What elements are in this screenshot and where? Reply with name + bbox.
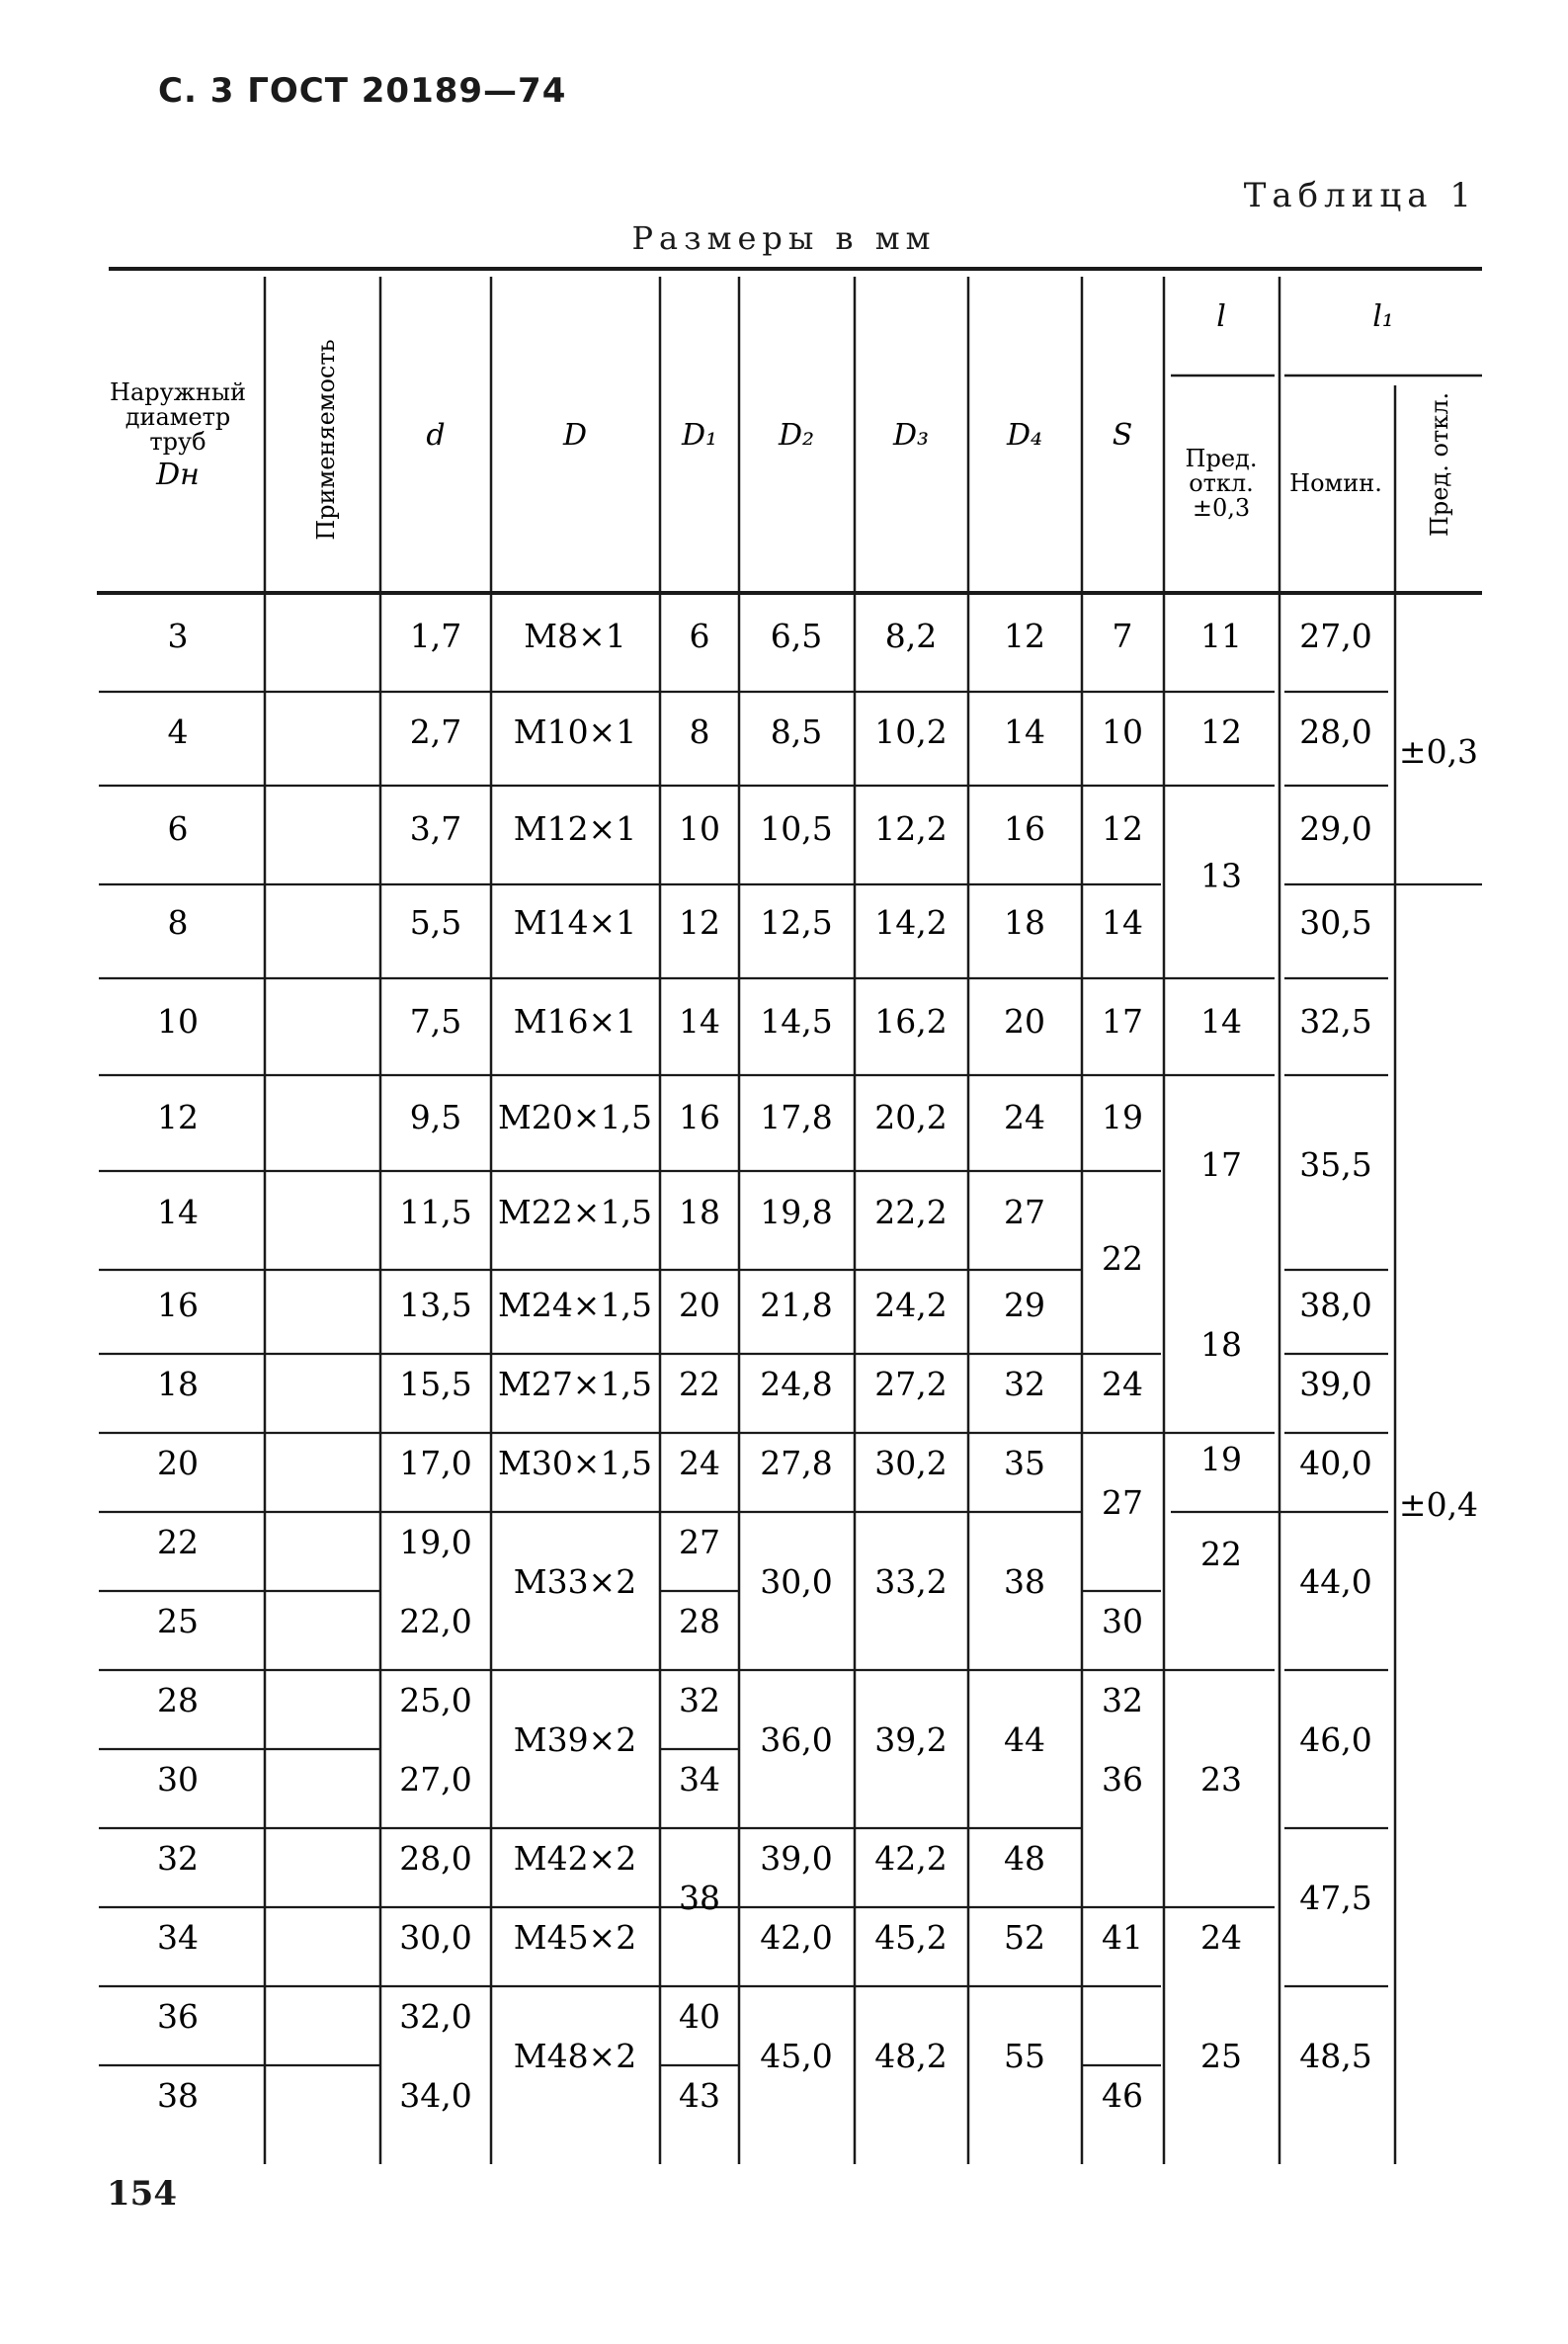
merged-cell-l1-32-34: 47,5: [1299, 1879, 1372, 1917]
merged-cell-D-36-38: M48×2: [513, 2037, 637, 2075]
cell-D2: 19,8: [760, 1193, 833, 1231]
cell-S: 46: [1102, 2076, 1143, 2115]
merged-cell-l1-6: 29,0: [1299, 809, 1372, 848]
cell-S: 10: [1102, 712, 1143, 751]
merged-cell-l1-3: 27,0: [1299, 617, 1372, 655]
merged-cell-D2-28-30: 36,0: [760, 1720, 833, 1759]
cell-D4: 16: [1004, 809, 1045, 848]
cell-d: 2,7: [409, 712, 462, 751]
cell-d: 22,0: [399, 1602, 472, 1640]
merged-cell-S-20-22: 27: [1102, 1483, 1143, 1522]
cell-dn: 28: [157, 1681, 199, 1719]
cell-D4: 14: [1004, 712, 1045, 751]
cell-D1: 34: [679, 1760, 720, 1799]
cell-D1: 40: [679, 1997, 720, 2036]
cell-dn: 36: [157, 1997, 199, 2036]
merged-cell-l-22-25: 22: [1200, 1535, 1242, 1573]
cell-D1: 8: [689, 712, 710, 751]
merged-cell-l-28-32: 23: [1200, 1760, 1242, 1799]
cell-D: M22×1,5: [498, 1193, 652, 1231]
cell-S: 12: [1102, 809, 1143, 848]
cell-D4: 32: [1004, 1365, 1045, 1403]
cell-D: M42×2: [513, 1839, 637, 1878]
cell-D3: 45,2: [874, 1918, 948, 1957]
cell-D2: 6,5: [770, 617, 823, 655]
cell-D4: 12: [1004, 617, 1045, 655]
merged-cell-tol-b: ±0,4: [1398, 1485, 1479, 1524]
cell-D: M16×1: [513, 1002, 637, 1041]
cell-D3: 30,2: [874, 1444, 948, 1482]
cell-D: M24×1,5: [498, 1286, 652, 1324]
merged-cell-l1-28-30: 46,0: [1299, 1720, 1372, 1759]
merged-cell-D2-22-25: 30,0: [760, 1562, 833, 1601]
cell-dn: 6: [167, 809, 189, 848]
merged-cell-l1-12-14: 35,5: [1299, 1145, 1372, 1184]
cell-D: M30×1,5: [498, 1444, 652, 1482]
cell-D3: 12,2: [874, 809, 948, 848]
cell-D2: 14,5: [760, 1002, 833, 1041]
cell-D4: 48: [1004, 1839, 1045, 1878]
merged-cell-S-14-16: 22: [1102, 1239, 1143, 1278]
col-header-S: S: [1112, 418, 1133, 453]
cell-D3: 16,2: [874, 1002, 948, 1041]
cell-S: 24: [1102, 1365, 1143, 1403]
merged-cell-D4-28-30: 44: [1004, 1720, 1045, 1759]
cell-D1: 27: [679, 1523, 720, 1561]
cell-d: 17,0: [399, 1444, 472, 1482]
cell-D4: 24: [1004, 1098, 1045, 1136]
cell-D1: 24: [679, 1444, 720, 1482]
col-header-D4: D₄: [1006, 418, 1043, 453]
col-header-l: l: [1216, 299, 1226, 334]
cell-D1: 16: [679, 1098, 720, 1136]
merged-cell-l-20: 19: [1200, 1440, 1242, 1478]
cell-D4: 29: [1004, 1286, 1045, 1324]
cell-D1: 6: [689, 617, 710, 655]
cell-D1: 12: [679, 903, 720, 942]
col-header-d: d: [426, 418, 446, 453]
cell-dn: 22: [157, 1523, 199, 1561]
cell-dn: 18: [157, 1365, 199, 1403]
cell-d: 7,5: [409, 1002, 462, 1041]
merged-cell-D4-36-38: 55: [1004, 2037, 1045, 2075]
cell-d: 27,0: [399, 1760, 472, 1799]
col-header-applicability: Применяемость: [312, 339, 340, 541]
cell-D: M10×1: [513, 712, 637, 751]
col-header-l1-nom: Номин.: [1289, 469, 1382, 497]
cell-D1: 43: [679, 2076, 720, 2115]
merged-cell-l-34: 24: [1200, 1918, 1242, 1957]
col-header-dn-1: Наружный: [110, 378, 246, 406]
merged-cell-D4-22-25: 38: [1004, 1562, 1045, 1601]
cell-D4: 52: [1004, 1918, 1045, 1957]
col-header-l1: l₁: [1372, 299, 1394, 334]
cell-d: 34,0: [399, 2076, 472, 2115]
cell-S: 36: [1102, 1760, 1143, 1799]
merged-cell-l1-16: 38,0: [1299, 1286, 1372, 1324]
cell-dn: 12: [157, 1098, 199, 1136]
merged-cell-l-36-38: 25: [1200, 2037, 1242, 2075]
col-header-l-tol-2: откл.: [1189, 469, 1254, 497]
cell-D3: 24,2: [874, 1286, 948, 1324]
merged-cell-D-28-30: M39×2: [513, 1720, 637, 1759]
cell-S: 30: [1102, 1602, 1143, 1640]
merged-cell-D2-36-38: 45,0: [760, 2037, 833, 2075]
cell-d: 5,5: [409, 903, 462, 942]
col-header-dn-4: Dн: [156, 458, 200, 492]
col-header-l1-tol: Пред. откл.: [1426, 391, 1453, 538]
page-number: 154: [107, 2174, 177, 2214]
merged-cell-l-6-8: 13: [1200, 856, 1242, 895]
cell-D3: 27,2: [874, 1365, 948, 1403]
cell-D: M12×1: [513, 809, 637, 848]
cell-S: 17: [1102, 1002, 1143, 1041]
cell-dn: 38: [157, 2076, 199, 2115]
cell-D1: 22: [679, 1365, 720, 1403]
merged-cell-S-32-34-36: 41: [1102, 1918, 1143, 1957]
cell-S: 7: [1112, 617, 1133, 655]
cell-dn: 10: [157, 1002, 199, 1041]
cell-D1: 14: [679, 1002, 720, 1041]
cell-D1: 18: [679, 1193, 720, 1231]
cell-d: 15,5: [399, 1365, 472, 1403]
col-header-D1: D₁: [681, 418, 718, 453]
cell-D2: 42,0: [760, 1918, 833, 1957]
cell-D: M45×2: [513, 1918, 637, 1957]
cell-D1: 32: [679, 1681, 720, 1719]
cell-dn: 4: [167, 712, 189, 751]
cell-D3: 20,2: [874, 1098, 948, 1136]
cell-D3: 8,2: [884, 617, 938, 655]
table-label: Таблица 1: [1243, 176, 1477, 215]
cell-dn: 34: [157, 1918, 199, 1957]
merged-cell-l1-18: 39,0: [1299, 1365, 1372, 1403]
cell-D2: 10,5: [760, 809, 833, 848]
cell-d: 3,7: [409, 809, 462, 848]
merged-cell-l1-8: 30,5: [1299, 903, 1372, 942]
cell-dn: 16: [157, 1286, 199, 1324]
cell-D1: 10: [679, 809, 720, 848]
cell-D4: 18: [1004, 903, 1045, 942]
cell-d: 19,0: [399, 1523, 472, 1561]
col-header-D3: D₃: [892, 418, 930, 453]
merged-cell-l-10: 14: [1200, 1002, 1242, 1041]
cell-D2: 27,8: [760, 1444, 833, 1482]
cell-D1: 20: [679, 1286, 720, 1324]
units-caption: Размеры в мм: [631, 219, 937, 257]
cell-d: 28,0: [399, 1839, 472, 1878]
cell-D4: 27: [1004, 1193, 1045, 1231]
cell-D3: 22,2: [874, 1193, 948, 1231]
merged-cell-l1-22-25: 44,0: [1299, 1562, 1372, 1601]
col-header-D: D: [562, 418, 588, 453]
merged-cell-l-12-14: 17: [1200, 1145, 1242, 1184]
cell-dn: 8: [167, 903, 189, 942]
merged-cell-D3-36-38: 48,2: [874, 2037, 948, 2075]
cell-D3: 42,2: [874, 1839, 948, 1878]
cell-D: M27×1,5: [498, 1365, 652, 1403]
cell-D1: 28: [679, 1602, 720, 1640]
cell-d: 9,5: [409, 1098, 462, 1136]
cell-D: M20×1,5: [498, 1098, 652, 1136]
cell-S: 19: [1102, 1098, 1143, 1136]
cell-dn: 20: [157, 1444, 199, 1482]
cell-d: 11,5: [399, 1193, 472, 1231]
cell-dn: 25: [157, 1602, 199, 1640]
merged-cell-l-16-18: 18: [1200, 1325, 1242, 1364]
merged-cell-l1-10: 32,5: [1299, 1002, 1372, 1041]
cell-D: M14×1: [513, 903, 637, 942]
cell-D3: 10,2: [874, 712, 948, 751]
cell-D2: 21,8: [760, 1286, 833, 1324]
page-header: С. 3 ГОСТ 20189—74: [158, 71, 567, 111]
merged-cell-l-3: 11: [1200, 617, 1242, 655]
cell-D4: 35: [1004, 1444, 1045, 1482]
cell-d: 32,0: [399, 1997, 472, 2036]
cell-d: 1,7: [409, 617, 462, 655]
cell-d: 30,0: [399, 1918, 472, 1957]
merged-cell-l1-4: 28,0: [1299, 712, 1372, 751]
cell-dn: 32: [157, 1839, 199, 1878]
cell-D2: 24,8: [760, 1365, 833, 1403]
col-header-dn-3: труб: [149, 428, 206, 456]
cell-D2: 39,0: [760, 1839, 833, 1878]
cell-d: 25,0: [399, 1681, 472, 1719]
merged-cell-D-22-25: M33×2: [513, 1562, 637, 1601]
cell-D2: 17,8: [760, 1098, 833, 1136]
col-header-l-tol-1: Пред.: [1185, 445, 1258, 472]
cell-D: M8×1: [524, 617, 626, 655]
col-header-D2: D₂: [778, 418, 815, 453]
merged-cell-l1-36-38: 48,5: [1299, 2037, 1372, 2075]
merged-cell-D3-28-30: 39,2: [874, 1720, 948, 1759]
merged-cell-l-4: 12: [1200, 712, 1242, 751]
cell-D2: 12,5: [760, 903, 833, 942]
cell-d: 13,5: [399, 1286, 472, 1324]
cell-dn: 30: [157, 1760, 199, 1799]
cell-D2: 8,5: [770, 712, 823, 751]
merged-cell-D1-32-34: 38: [679, 1879, 720, 1917]
cell-dn: 14: [157, 1193, 199, 1231]
cell-S: 14: [1102, 903, 1143, 942]
col-header-dn-2: диаметр: [124, 403, 231, 431]
merged-cell-tol-a: ±0,3: [1398, 732, 1479, 771]
col-header-l-tol-3: ±0,3: [1192, 494, 1251, 522]
merged-cell-l1-20: 40,0: [1299, 1444, 1372, 1482]
cell-D4: 20: [1004, 1002, 1045, 1041]
cell-S: 32: [1102, 1681, 1143, 1719]
cell-dn: 3: [167, 617, 189, 655]
cell-D3: 14,2: [874, 903, 948, 942]
merged-cell-D3-22-25: 33,2: [874, 1562, 948, 1601]
